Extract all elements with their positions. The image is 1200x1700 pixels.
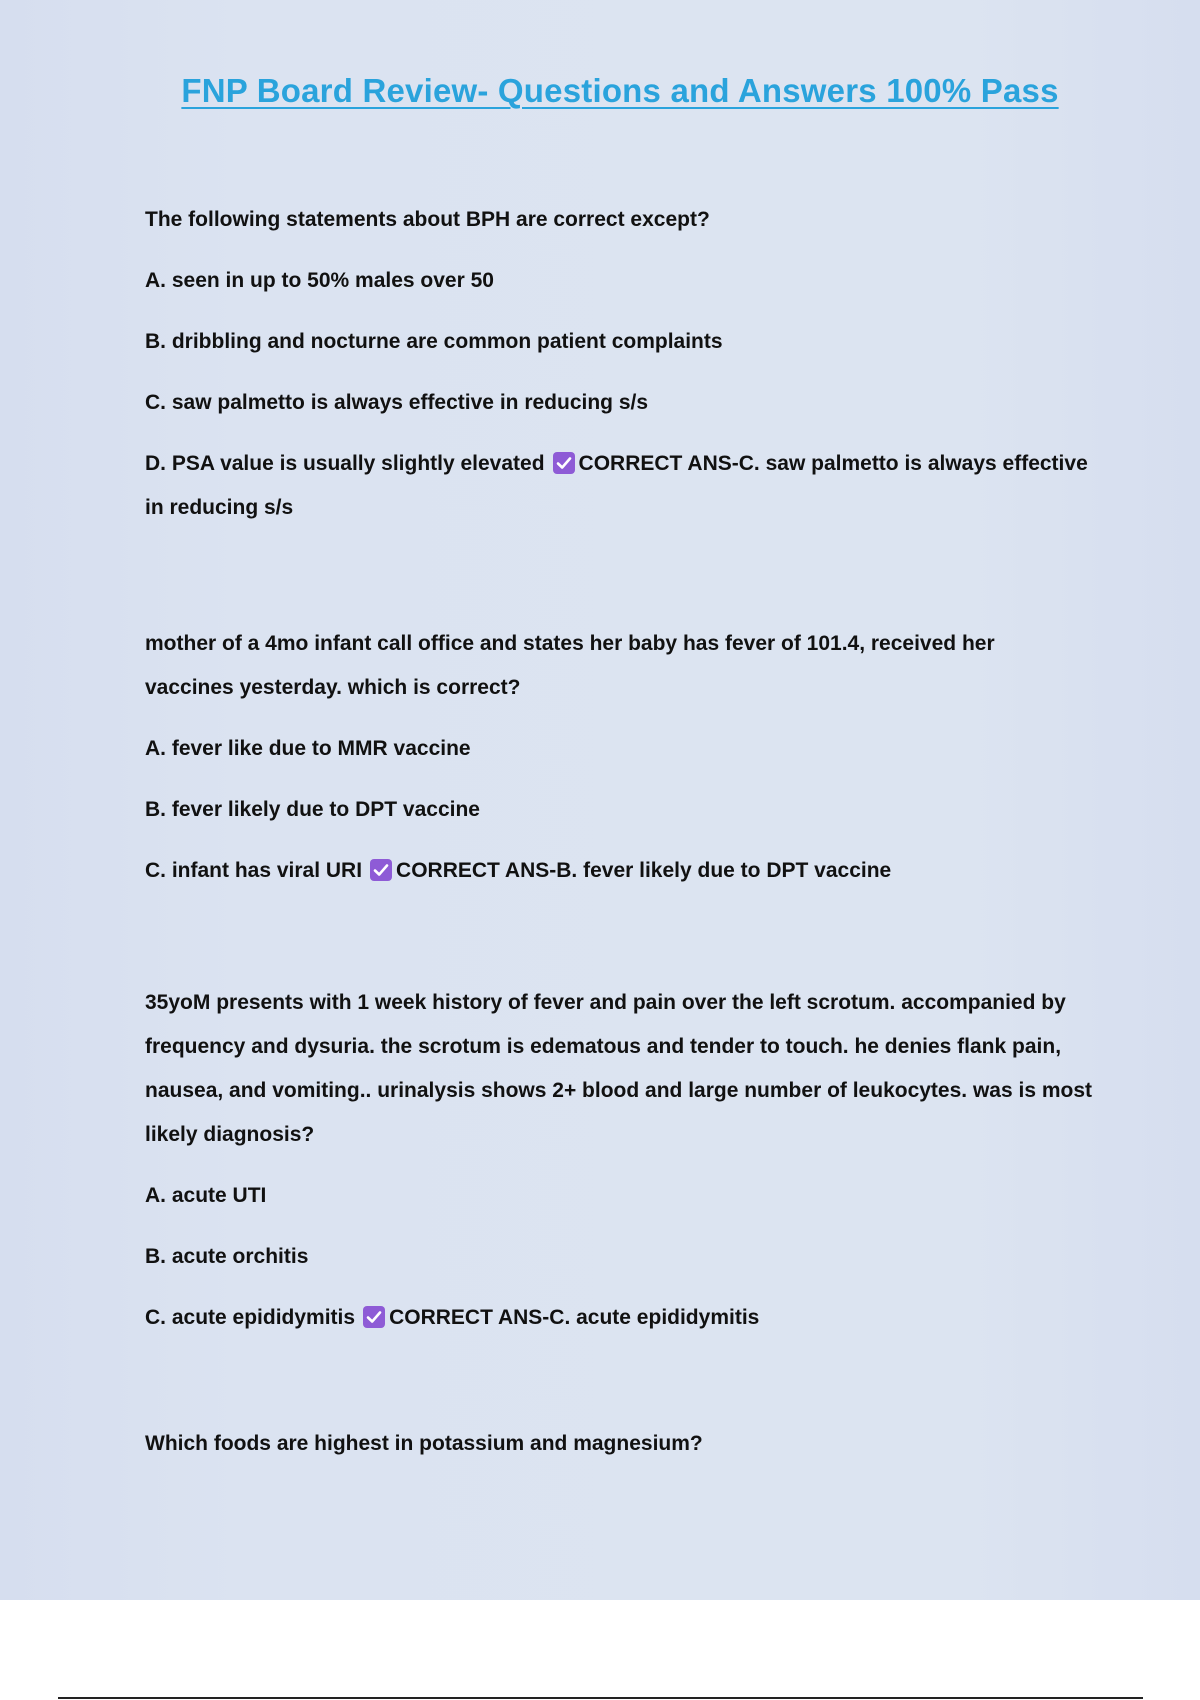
option-c: C. saw palmetto is always effective in reducing s/s: [145, 391, 649, 414]
question-text: mother of a 4mo infant call office and states her baby has fever of 101.4, received her: [145, 632, 995, 655]
correct-answer: CORRECT ANS-B. fever likely due to DPT vaccine: [396, 859, 892, 882]
option-c-with-answer: [145, 1296, 1095, 1340]
option-b: B. acute orchitis: [145, 1245, 309, 1268]
question-text-continued: frequency and dysuria. the scrotum is edematous and tender to touch. he denies flank pain,: [145, 1035, 1062, 1058]
question-text-continued: likely diagnosis?: [145, 1123, 315, 1146]
correct-answer: CORRECT ANS-C. acute epididymitis: [389, 1306, 760, 1329]
spacer: [145, 530, 1095, 622]
option-c: C. acute epididymitis: [145, 1306, 356, 1329]
option-d-with-answer: [145, 442, 1095, 486]
question-text: Which foods are highest in potassium and magnesium?: [145, 1432, 703, 1455]
checkbox-checked-icon: [553, 452, 575, 474]
question-text: 35yoM presents with 1 week history of fever and pain over the left scrotum. accompanied by: [145, 991, 1066, 1014]
qa-content: [145, 198, 1095, 1466]
option-c-with-answer: [145, 849, 1095, 893]
correct-answer-continued: in reducing s/s: [145, 496, 294, 519]
footer-divider: [58, 1697, 1143, 1699]
spacer: [145, 1340, 1095, 1422]
option-c: C. infant has viral URI: [145, 859, 363, 882]
option-b: B. fever likely due to DPT vaccine: [145, 798, 480, 821]
option-a: A. acute UTI: [145, 1184, 267, 1207]
option-d: D. PSA value is usually slightly elevated: [145, 452, 545, 475]
spacer: [145, 893, 1095, 981]
checkbox-checked-icon: [370, 859, 392, 881]
question-text-continued: vaccines yesterday. which is correct?: [145, 676, 521, 699]
option-a: A. fever like due to MMR vaccine: [145, 737, 471, 760]
option-a: A. seen in up to 50% males over 50: [145, 269, 494, 292]
option-b: B. dribbling and nocturne are common patient complaints: [145, 330, 723, 353]
question-text: The following statements about BPH are correct except?: [145, 208, 710, 231]
correct-answer: CORRECT ANS-C. saw palmetto is always effective: [578, 452, 1088, 475]
document-title: FNP Board Review- Questions and Answers 100% Pass: [181, 72, 1059, 109]
checkbox-checked-icon: [363, 1306, 385, 1328]
question-text-continued: nausea, and vomiting.. urinalysis shows 2+ blood and large number of leukocytes. was is most: [145, 1079, 1092, 1102]
